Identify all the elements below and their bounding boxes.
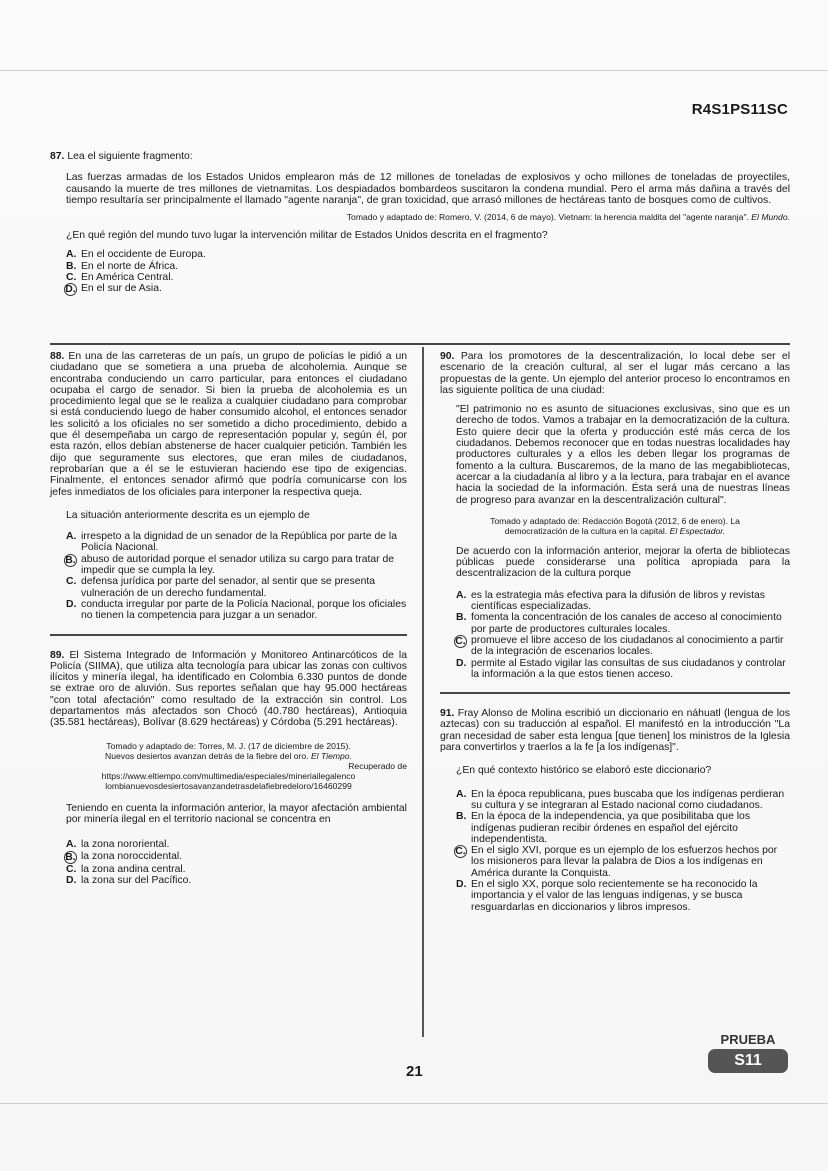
- q87-source-text: Tomado y adaptado de: Romero, V. (2014, 6 de mayo). Vietnam: la herencia maldita del "agente naranja".: [346, 212, 749, 223]
- q91-options: [440, 789, 790, 913]
- option-text: la zona sur del Pacífico.: [81, 874, 192, 886]
- q88-passage: En una de las carreteras de un país, un grupo de policías le pidió a un ciudadano que se sometiera a una prueba de alcoholemia. Aunque se encontraba conduciendo un carro particular, para entonces el ciudadano ocupaba el cargo de senador. Si bien la prueba de alcoholemia es un procedimiento legal que se le realiza a cualquier ciudadano para comprobar si está conduciendo luego de haber consumido alcohol, el entonces senador les solicitó a los oficiales no ser sometido a dicho procedimiento, debido a que él desempeñaba un cargo de representación popular y, según él, por esta razón, ellos debían abstenerse de hacer cualquier petición. También les dijo que seguramente sus electores, que eran miles de ciudadanos, reprobarían que a él se le estuvieran haciendo ese tipo de exigencias. Finalmente, el entonces senador afirmó que podría comunicarse con los jefes inmediatos de los oficiales para interponer la respectiva queja.: [50, 351, 407, 498]
- top-rule: [0, 70, 828, 71]
- option-letter: B.: [456, 811, 467, 823]
- q89-source-url[interactable]: https://www.eltiempo.com/multimedia/especiales/mineriailegalenco: [101, 770, 356, 781]
- q89-number: 89.: [50, 649, 65, 661]
- q89-question: Teniendo en cuenta la información anterior, la mayor afectación ambiental por minería ilegal en el territorio nacional se concentra en: [66, 802, 407, 825]
- q88-option-a[interactable]: [66, 531, 407, 554]
- option-letter-circled: [456, 845, 471, 858]
- bottom-rule: [0, 1103, 828, 1104]
- option-letter: C.: [66, 576, 77, 588]
- q87-question: ¿En qué región del mundo tuvo lugar la intervención militar de Estados Unidos descrita en el fragmento?: [66, 230, 548, 242]
- q87-source-publication: El Mundo.: [751, 212, 790, 223]
- option-letter: D.: [456, 657, 467, 669]
- q90-source: [440, 516, 790, 536]
- option-text: conducta irregular por parte de la Policía Nacional, porque los oficiales no tienen la competencia para juzgar a un senador.: [81, 598, 407, 622]
- option-text: defensa jurídica por parte del senador, al sentir que se presenta vulneración de un derecho fundamental.: [81, 576, 376, 599]
- q88-option-d[interactable]: [66, 599, 407, 622]
- option-letter: B.: [456, 612, 467, 624]
- q89-source-title-line: [50, 751, 407, 761]
- q89-option-a[interactable]: [66, 839, 407, 850]
- q90-source-line: Tomado y adaptado de: Redacción Bogotá (2012, 6 de enero). La: [490, 515, 740, 526]
- question-90: [440, 351, 790, 396]
- option-letter: D.: [66, 874, 77, 886]
- question-87: [50, 151, 790, 296]
- option-letter-circled: [66, 283, 81, 296]
- option-letter: D.: [456, 878, 467, 890]
- q89-source-url[interactable]: lombianuevosdesiertosavanzandetrasdelafiebredeloro/16460299: [105, 780, 352, 791]
- q90-option-b[interactable]: [456, 612, 790, 635]
- q89-source-title: Nuevos desiertos avanzan detrás de la fiebre del oro.: [105, 750, 309, 761]
- q87-option-d[interactable]: [66, 283, 790, 296]
- q88-option-c[interactable]: [66, 576, 407, 599]
- q90-number: 90.: [440, 351, 455, 362]
- option-text: promueve el libre acceso de los ciudadanos al conocimiento a partir de la integración de escenarios locales.: [471, 634, 784, 658]
- question-89: [50, 650, 407, 729]
- q87-header: [50, 151, 790, 162]
- option-letter: C.: [455, 846, 466, 858]
- q88-question: La situación anteriormente descrita es un ejemplo de: [66, 509, 310, 521]
- q91-question: ¿En qué contexto histórico se elaboró este diccionario?: [456, 765, 712, 777]
- option-text: es la estrategia más efectiva para la difusión de libros y revistas científicas especializadas.: [471, 589, 765, 613]
- q89-source-publication: El Tiempo.: [310, 750, 352, 761]
- q88-option-b[interactable]: [66, 554, 407, 577]
- q87-prompt: Lea el siguiente fragmento:: [67, 151, 193, 162]
- section-divider: [440, 692, 790, 694]
- q90-options: [440, 590, 790, 680]
- q91-option-a[interactable]: [456, 789, 790, 812]
- option-text: En el siglo XVI, porque es un ejemplo de los esfuerzos hechos por los misioneros para llevar la palabra de Dios a los indígenas en América durante la Conquista.: [471, 845, 778, 879]
- option-text: En el siglo XX, porque solo recientemente se ha reconocido la importancia y el valor de las lenguas indígenas, y se busca resguardarlas en diccionarios y libros impresos.: [471, 878, 758, 913]
- q90-source-title-line: [440, 526, 790, 536]
- q90-source-title: democratización de la cultura en la capital.: [504, 525, 668, 536]
- q90-question: De acuerdo con la información anterior, mejorar la oferta de bibliotecas públicas puede considerarse una política apropiada para la descentralizacion de la cultura porque: [456, 545, 790, 580]
- option-text: En el sur de Asia.: [81, 283, 162, 295]
- option-text: En América Central.: [81, 272, 174, 284]
- option-letter: B.: [65, 851, 76, 863]
- option-text: la zona nororiental.: [81, 839, 170, 851]
- option-text: En la época republicana, pues buscaba que los indígenas perdieran su cultura y se integraran al Estado nacional como ciudadanos.: [471, 788, 785, 811]
- question-88: [50, 351, 407, 498]
- q90-source-publication: El Espectador.: [669, 525, 726, 536]
- option-letter: C.: [455, 635, 466, 647]
- option-letter-circled: [66, 554, 81, 567]
- option-letter: A.: [66, 531, 77, 543]
- option-letter-circled: [456, 635, 471, 648]
- option-text: fomenta la concentración de los canales de acceso al conocimiento por parte de productores culturales locales.: [471, 612, 782, 635]
- option-text: la zona noroccidental.: [81, 850, 183, 862]
- q88-options: [50, 531, 407, 621]
- option-letter: B.: [66, 260, 77, 272]
- page-number: 21: [406, 1063, 423, 1080]
- q87-option-a[interactable]: [66, 249, 790, 260]
- badge-label: PRUEBA: [720, 1032, 776, 1047]
- section-divider: [50, 343, 790, 345]
- option-text: En el norte de África.: [81, 260, 179, 272]
- question-91: [440, 708, 790, 753]
- option-letter: A.: [66, 249, 77, 261]
- option-letter: C.: [66, 272, 77, 284]
- q91-option-c[interactable]: [456, 845, 790, 879]
- left-column: [50, 351, 407, 886]
- test-badge: [708, 1032, 788, 1073]
- q87-option-c[interactable]: [66, 272, 790, 283]
- q89-options: [50, 839, 407, 886]
- q87-option-b[interactable]: [66, 261, 790, 272]
- q89-source-line: Recuperado de: [348, 760, 407, 771]
- q89-option-c[interactable]: [66, 864, 407, 875]
- option-text: la zona andina central.: [81, 863, 186, 875]
- q91-option-d[interactable]: [456, 879, 790, 913]
- q91-number: 91.: [440, 708, 455, 720]
- option-text: abuso de autoridad porque el senador utiliza su cargo para tratar de impedir que se cumpla la ley.: [81, 553, 395, 577]
- section-divider: [50, 634, 407, 636]
- q91-passage: Fray Alonso de Molina escribió un diccionario en náhuatl (lengua de los aztecas) con su traducción al español. El manifestó en la introducción "La gran necesidad de saber esta lengua [que tienen] los ministros de la Iglesia para convertirlos y traerlos a la fe [a los indígenas]".: [440, 708, 790, 754]
- q89-passage: El Sistema Integrado de Información y Monitoreo Antinarcóticos de la Policía (SIIMA), que utiliza alta tecnología para ubicar las zonas con cultivos ilícitos y minería ilegal, ha identificado en Colombia 6.330 puntos de donde se extrae oro de aluvión. Sus reportes señalan que hay 95.000 hectáreas "con total afectación" como resultado de la extracción sin control. Los departamentos más afectados son Chocó (40.780 hectáreas), Antioquia (35.581 hectáreas), Bolívar (8.629 hectáreas) y Córdoba (5.291 hectáreas).: [50, 649, 407, 729]
- q87-number: 87.: [50, 151, 65, 162]
- option-letter: A.: [456, 788, 467, 800]
- q90-intro: Para los promotores de la descentralización, lo local debe ser el escenario de la creación cultural, al ser el lugar más cercano a las propuestas de la gente. Un ejemplo del anterior proceso lo encontramos en las siguiente política de una ciudad:: [440, 351, 791, 396]
- column-divider: [422, 347, 424, 1037]
- option-letter-circled: [66, 851, 81, 864]
- option-letter: A.: [456, 589, 467, 601]
- option-text: En la época de la independencia, ya que posibilitaba que los indígenas pudieran recibir órdenes en español del ejército independentista.: [471, 811, 751, 845]
- option-letter: D.: [65, 284, 76, 296]
- option-letter: C.: [66, 863, 77, 875]
- option-text: irrespeto a la dignidad de un senador de la República por parte de la Policía Nacional.: [81, 531, 397, 554]
- q89-option-d[interactable]: [66, 875, 407, 886]
- q89-source: [50, 741, 407, 791]
- option-letter: B.: [65, 554, 76, 566]
- right-column: [440, 351, 790, 913]
- q90-quote: "El patrimonio no es asunto de situaciones exclusivas, sino que es un derecho de todos. Vamos a trabajar en la democratización de la cultura. Esto quiere decir que la oferta y producción esté más cerca de los ciudadanos. Debemos reconocer que en todas nuestras localidades hay productores culturales y a ellos les deben llegar los programas de fomento a la cultura. Buscaremos, de la mano de las megabibliotecas, acercar a la ciudadanía al libro y a la lectura, para trabajar en el avance hacia la sociedad de la información. Ésta será una de nuestras líneas de progreso para avanzar en la descentralización cultural".: [456, 404, 790, 506]
- q90-option-a[interactable]: [456, 590, 790, 613]
- option-text: permite al Estado vigilar las consultas de sus ciudadanos y controlar la información a la que estos tienen acceso.: [471, 657, 786, 680]
- q87-source: [50, 212, 790, 222]
- option-letter: D.: [66, 598, 77, 610]
- q89-source-line: Tomado y adaptado de: Torres, M. J. (17 de diciembre de 2015).: [106, 740, 351, 751]
- option-text: En el occidente de Europa.: [81, 249, 206, 261]
- q90-option-d[interactable]: [456, 658, 790, 681]
- option-letter: A.: [66, 839, 77, 851]
- q89-option-b[interactable]: [66, 851, 407, 864]
- q88-number: 88.: [50, 351, 65, 362]
- q87-passage: Las fuerzas armadas de los Estados Unidos emplearon más de 12 millones de toneladas de explosivos y ocho millones de toneladas de proyectiles, causando la muerte de tres millones de vietnamitas. Los despiadados bombardeos suscitaron la condena mundial. Pero el arma más dañina a través del tiempo resultaría ser principalmente el llamado "agente naranja", de gran toxicidad, que arrasó millones de hectáreas tanto de bosques como de cultivos.: [66, 172, 790, 206]
- badge-code: S11: [708, 1049, 788, 1073]
- q91-option-b[interactable]: [456, 811, 790, 845]
- q90-option-c[interactable]: [456, 635, 790, 658]
- exam-code: R4S1PS11SC: [691, 101, 788, 118]
- q87-options: [50, 249, 790, 296]
